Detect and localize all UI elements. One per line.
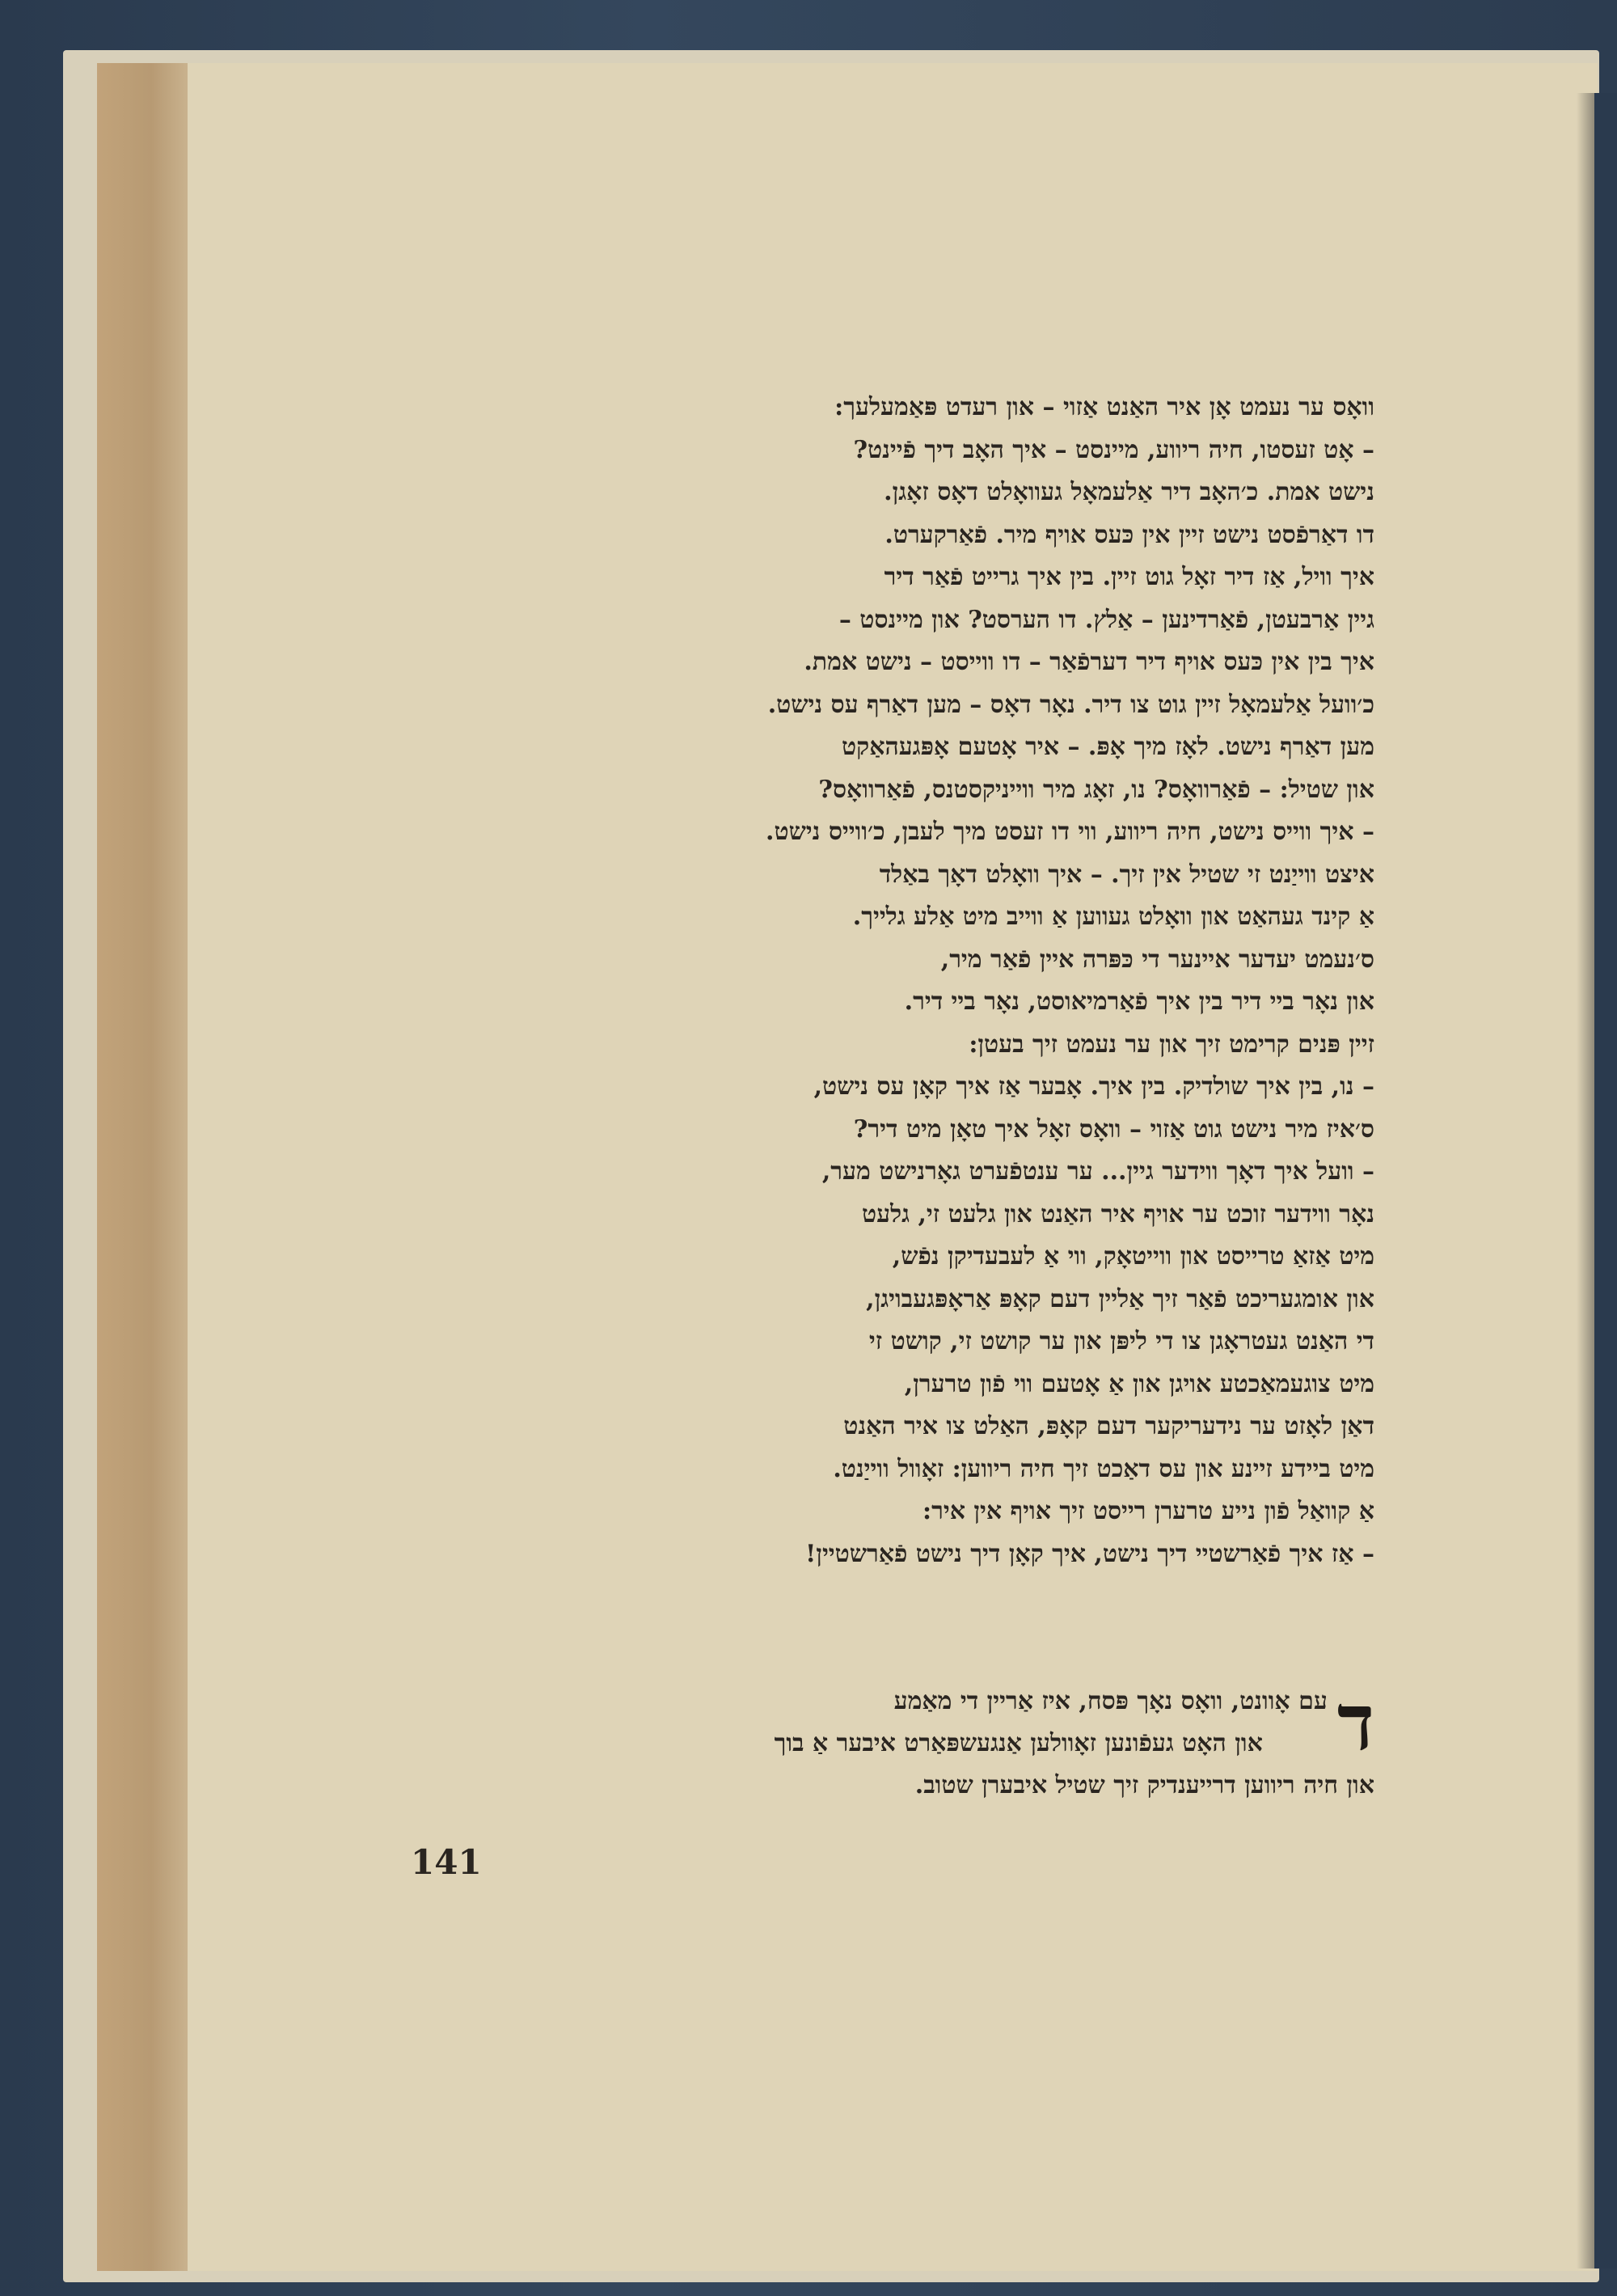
- right-cover-edge: [1594, 93, 1617, 2269]
- section-line: און חיה ריווען דרייענדיק זיך שטיל איבערן שטוב.: [914, 1771, 1374, 1799]
- text-line: ס׳איז מיר נישט גוט אַזוי – וואָס זאָל איך טאָן מיט דיר?: [853, 1114, 1374, 1144]
- text-line: און שטיל: – פֿאַרוואָס? נו, זאָג מיר ווייניקסטנס, פֿאַרוואָס?: [818, 775, 1374, 804]
- drop-cap: ד: [1336, 1677, 1374, 1768]
- text-line: מיט אַזאַ טרייסט און ווייטאָק, ווי אַ לעבעדיקן נפֿש,: [892, 1242, 1374, 1271]
- text-line: וואָס ער נעמט אָן איר האַנט אַזוי – און רעדט פּאַמעלעך:: [834, 393, 1374, 421]
- text-line: נאָר ווידער זוכט ער אויף איר האַנט און גלעט זי, גלעט: [861, 1199, 1374, 1228]
- page-gutter: [97, 63, 188, 2271]
- text-line: מיט ביידע זיינע און עס דאַכט זיך חיה ריווען: זאָוול ווייַנט.: [833, 1454, 1374, 1483]
- body-text: [380, 387, 1374, 1575]
- text-line: כ׳וועל אַלעמאָל זיין גוט צו דיר. נאָר דאָס – מען דאַרף עס נישט.: [767, 690, 1374, 719]
- text-line: די האַנט געטראָגן צו די ליפּן און ער קושט זי, קושט זי: [868, 1327, 1374, 1355]
- text-line: איך בין אין כּעס אויף דיר דערפֿאַר – דו ווייסט – נישט אמת.: [804, 648, 1374, 676]
- page-number: 141: [411, 1842, 482, 1882]
- text-line: – אַז איך פֿאַרשטיי דיך נישט, איך קאָן דיך נישט פֿאַרשטיין!: [805, 1539, 1374, 1568]
- text-line: מיט צוגעמאַכטע אויגן און אַ אָטעם ווי פֿון טרערן,: [904, 1369, 1374, 1398]
- text-line: נישט אמת. כ׳האָב דיר אַלעמאָל געוואָלט דאָס זאָגן.: [884, 478, 1374, 506]
- text-line: דאַן לאָזט ער נידעריקער דעם קאָפּ, האַלט צו איר האַנט: [843, 1412, 1374, 1440]
- section-line: און האָט געפֿונען זאָוולען אַנגעשפּאַרט איבער אַ בוך: [774, 1729, 1263, 1757]
- text-line: – איך ווייס נישט, חיה ריווע, ווי דו זעסט מיך לעבן, כ׳ווייס נישט.: [766, 818, 1374, 846]
- text-line: אַ קוואַל פֿון נייע טרערן רייסט זיך אויף אין איר:: [922, 1497, 1374, 1525]
- text-line: גיין אַרבעטן, פֿאַרדינען – אַלץ. דו הערסט? און מיינסט –: [838, 605, 1374, 634]
- text-line: – נו, בין איך שולדיק. בין איך. אָבער אַז איך קאָן עס נישט,: [813, 1072, 1374, 1101]
- text-line: ס׳נעמט יעדער איינער די כּפּרה איין פֿאַר מיר,: [940, 945, 1374, 974]
- text-line: און אומגעריכט פֿאַר זיך אַליין דעם קאָפּ אַראָפּגעבויגן,: [866, 1284, 1374, 1313]
- text-line: אַ קינד געהאַט און וואָלט געווען אַ ווייב מיט אַלע גלייך.: [852, 903, 1374, 931]
- text-line: איך וויל, אַז דיר זאָל גוט זיין. בין איך גרייט פֿאַר דיר: [884, 563, 1374, 591]
- new-section: [566, 1677, 1374, 1807]
- text-line: און נאָר ביי דיר בין איך פֿאַרמיאוסט, נאָר ביי דיר.: [904, 987, 1374, 1016]
- text-line: מען דאַרף נישט. לאָז מיך אָפּ. – איר אָטעם אָפּגעהאַקט: [842, 733, 1374, 761]
- text-line: דו דאַרפֿסט נישט זיין אין כּעס אויף מיר. פֿאַרקערט.: [884, 520, 1374, 549]
- text-line: – אָט זעסטו, חיה ריווע, מיינסט – איך האָב דיך פֿיינט?: [853, 435, 1374, 464]
- text-line: – וועל איך דאָך ווידער גיין... ער ענטפֿערט גאָרנישט מער,: [821, 1157, 1374, 1186]
- text-line: זיין פּנים קרימט זיך און ער נעמט זיך בעטן:: [969, 1030, 1374, 1059]
- section-line: עם אָוונט, וואָס נאָך פּסח, איז אַריין די מאַמע: [893, 1687, 1328, 1715]
- text-line: איצט ווייַנט זי שטיל אין זיך. – איך וואָלט דאָך באַלד: [879, 860, 1374, 889]
